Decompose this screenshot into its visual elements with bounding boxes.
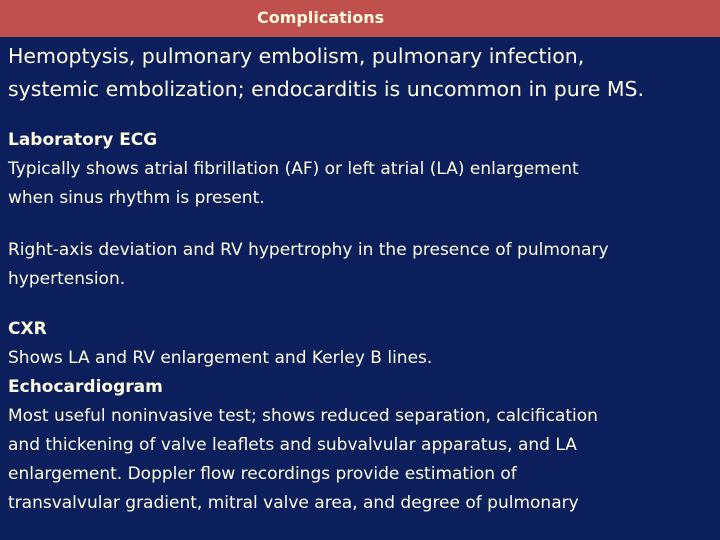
cxr-heading: CXR <box>8 319 47 339</box>
echo-heading: Echocardiogram <box>8 377 163 397</box>
ecg-heading: Laboratory ECG <box>8 130 158 150</box>
intro-paragraph <box>8 40 716 106</box>
echo-text-line: and thickening of valve leaflets and subvalvular apparatus, and LA <box>8 435 577 455</box>
intro-line: systemic embolization; endocarditis is uncommon in pure MS. <box>8 77 645 101</box>
echo-text-line: transvalvular gradient, mitral valve area, and degree of pulmonary <box>8 493 579 513</box>
slide-body <box>8 40 716 518</box>
ecg-text-line: Right-axis deviation and RV hypertrophy in the presence of pulmonary <box>8 240 609 260</box>
ecg-text-line: when sinus rhythm is present. <box>8 188 265 208</box>
title-banner <box>0 0 720 37</box>
echo-text-line: enlargement. Doppler flow recordings provide estimation of <box>8 464 517 484</box>
ecg-text-line: hypertension. <box>8 269 126 289</box>
echo-section <box>8 373 716 518</box>
cxr-text-line: Shows LA and RV enlargement and Kerley B lines. <box>8 348 433 368</box>
cxr-section <box>8 315 716 373</box>
ecg-text-line: Typically shows atrial fibrillation (AF) or left atrial (LA) enlargement <box>8 159 579 179</box>
slide-title: Complications <box>257 8 385 27</box>
echo-text-line: Most useful noninvasive test; shows reduced separation, calcification <box>8 406 598 426</box>
intro-line: Hemoptysis, pulmonary embolism, pulmonary infection, <box>8 44 585 68</box>
ecg-section <box>8 126 716 294</box>
